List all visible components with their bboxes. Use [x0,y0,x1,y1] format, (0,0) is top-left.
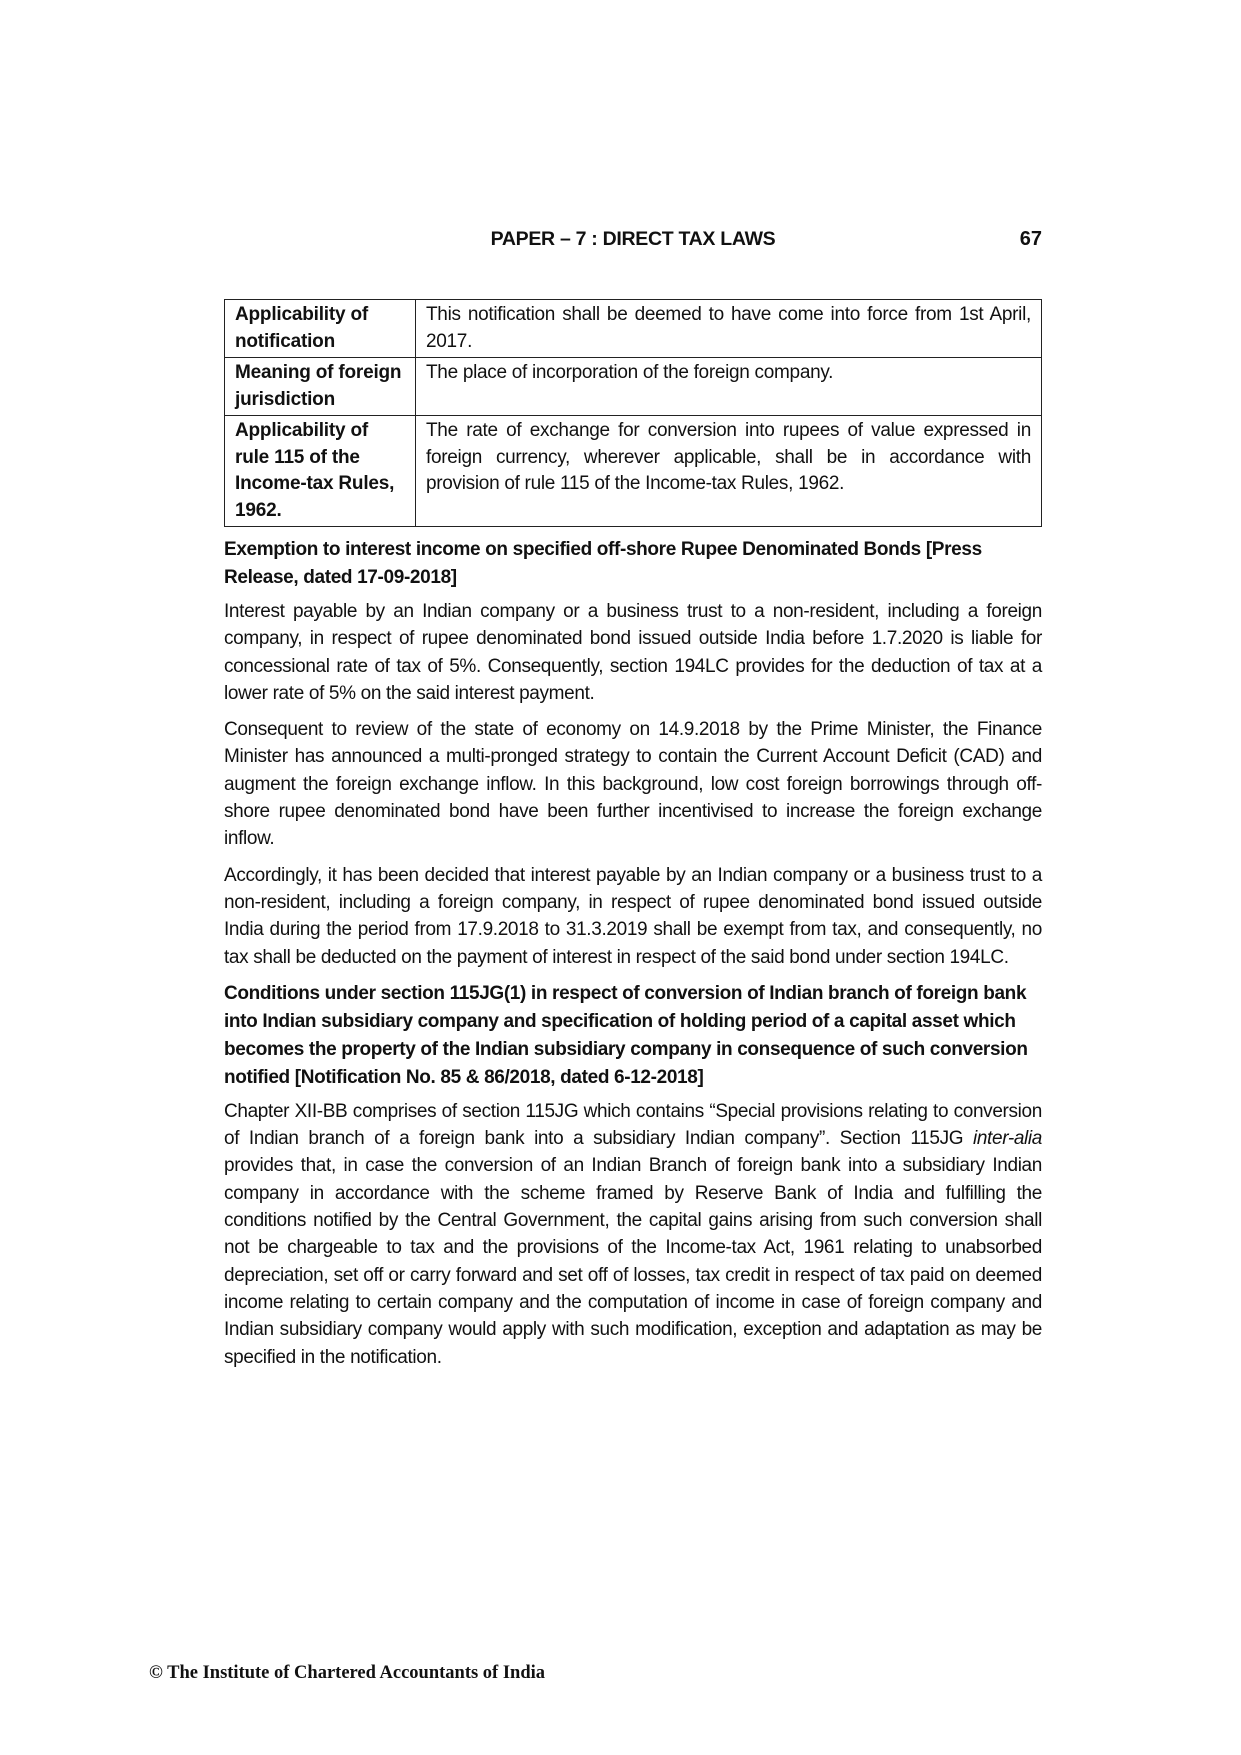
table-value: This notification shall be deemed to have come into force from 1st April, 2017. [416,300,1042,358]
page-title: PAPER – 7 : DIRECT TAX LAWS [490,228,776,250]
table-row [225,416,1042,527]
main-content [224,536,1042,1380]
paragraph-text: Chapter XII-BB comprises of section 115JG which contains “Special provisions relating to conversion of Indian branch of a foreign bank into a subsidiary Indian company”. Section 115JG [224,1100,1042,1150]
paragraph: Accordingly, it has been decided that interest payable by an Indian company or a business trust to a non-resident, including a foreign company, in respect of rupee denominated bond issued outside India during the period from 17.9.2018 to 31.3.2019 shall be exempt from tax, and consequently, no tax shall be deducted on the payment of interest in respect of the said bond under section 194LC. [224,864,1042,968]
italic-term: inter-alia [972,1128,1042,1150]
notification-table [224,299,1042,527]
paragraph: Consequent to review of the state of economy on 14.9.2018 by the Prime Minister, the Finance Minister has announced a multi-pronged strategy to contain the Current Account Deficit (CAD) and augment the foreign exchange inflow. In this background, low cost foreign borrowings through off-shore rupee denominated bond have been further incentivised to increase the foreign exchange inflow. [224,719,1042,850]
paragraph [224,1098,1042,1371]
table-label: Applicability of rule 115 of the Income-tax Rules, 1962. [225,416,416,527]
page-header [224,228,1042,256]
table-value: The place of incorporation of the foreign company. [416,358,1042,416]
table-row [225,300,1042,358]
table-row [225,358,1042,416]
table-value: The rate of exchange for conversion into rupees of value expressed in foreign currency, wherever applicable, shall be in accordance with provision of rule 115 of the Income-tax Rules, 1962. [416,416,1042,527]
table-label: Meaning of foreign jurisdiction [225,358,416,416]
page-number: 67 [1019,228,1042,250]
footer-copyright: © The Institute of Chartered Accountants of India [149,1663,546,1683]
table-label: Applicability of notification [225,300,416,358]
section-heading: Exemption to interest income on specified off-shore Rupee Denominated Bonds [Press Release, dated 17-09-2018] [224,539,982,588]
paragraph-text: provides that, in case the conversion of an Indian Branch of foreign bank into a subsidiary Indian company in accordance with the scheme framed by Reserve Bank of India and fulfilling the conditions notified by the Central Government, the capital gains arising from such conversion shall not be chargeable to tax and the provisions of the Income-tax Act, 1961 relating to unabsorbed depreciation, set off or carry forward and set off of losses, tax credit in respect of tax paid on deemed income relating to certain company and the computation of income in case of foreign company and Indian subsidiary company would apply with such modification, exception and adaptation as may be specified in the notification. [224,1155,1042,1368]
paragraph: Interest payable by an Indian company or a business trust to a non-resident, including a foreign company, in respect of rupee denominated bond issued outside India before 1.7.2020 is liable for concessional rate of tax of 5%. Consequently, section 194LC provides for the deduction of tax at a lower rate of 5% on the said interest payment. [224,601,1042,704]
section-heading: Conditions under section 115JG(1) in respect of conversion of Indian branch of foreign bank into Indian subsidiary company and specification of holding period of a capital asset which becomes the property of the Indian subsidiary company in consequence of such conversion notified [Notification No. 85 & 86/2018, dated 6-12-2018] [224,982,1028,1088]
